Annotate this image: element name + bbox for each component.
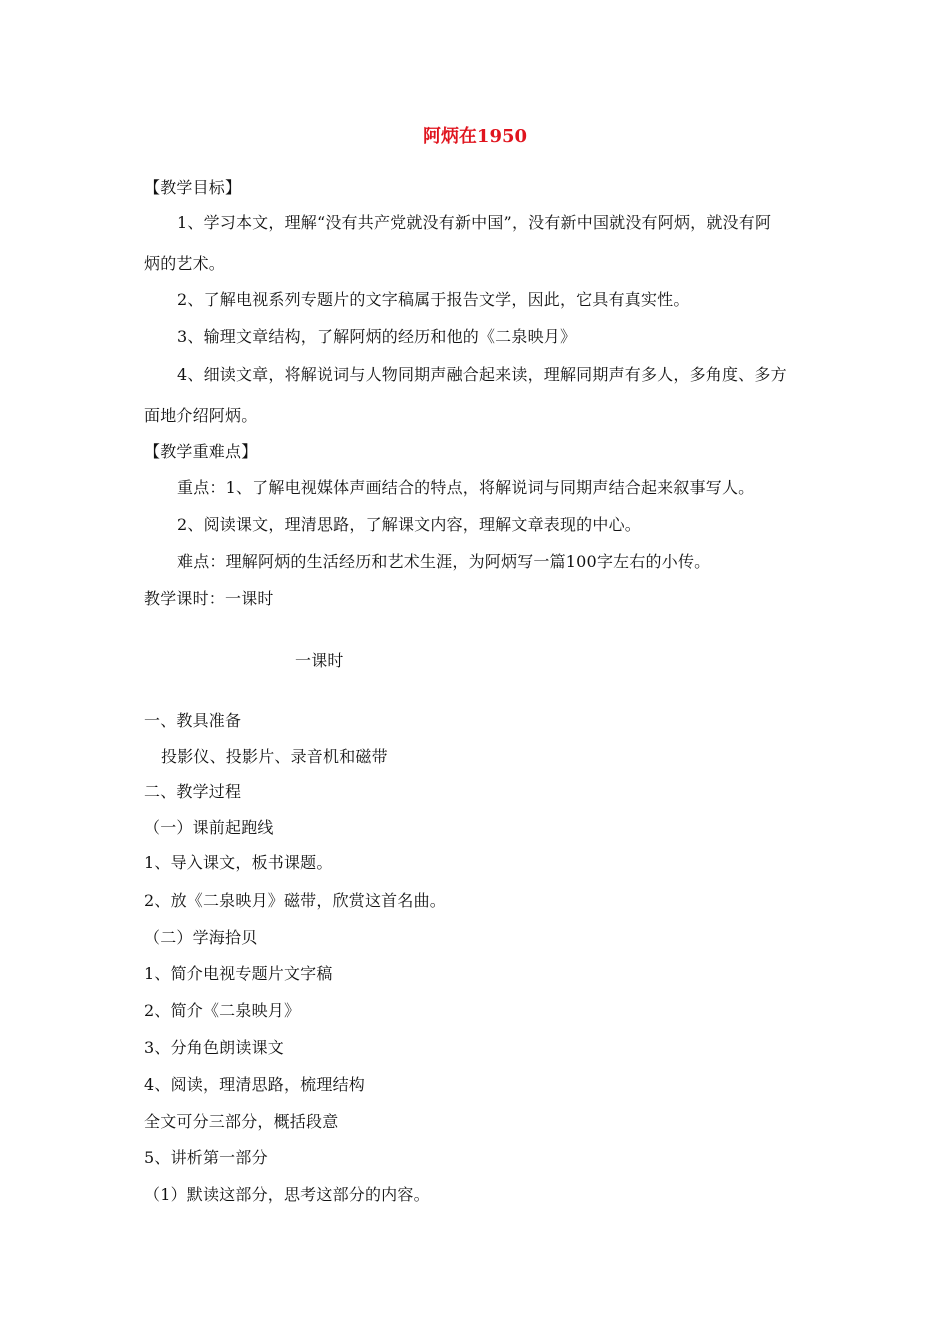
objective-item-1-line-2: 炳的艺术。 [144, 254, 226, 273]
part-2-item-4-note: 全文可分三部分，概括段意 [144, 1112, 339, 1131]
key-point-difficulty: 难点：理解阿炳的生活经历和艺术生涯，为阿炳写一篇100字左右的小传。 [177, 552, 711, 571]
part-2-item-5-sub-1: （1）默读这部分，思考这部分的内容。 [144, 1185, 430, 1204]
key-points-heading: 【教学重难点】 [144, 442, 258, 461]
part-2-heading: （二）学海拾贝 [144, 928, 258, 947]
objectives-heading: 【教学目标】 [144, 178, 242, 197]
section-2-heading: 二、教学过程 [144, 782, 242, 801]
section-1-content: 投影仪、投影片、录音机和磁带 [161, 747, 388, 766]
objective-item-4-line-1: 4、细读文章，将解说词与人物同期声融合起来读，理解同期声有多人，多角度、多方 [177, 365, 787, 384]
key-point-focus-2: 2、阅读课文，理清思路，了解课文内容，理解文章表现的中心。 [177, 515, 641, 534]
part-2-item-5: 5、讲析第一部分 [144, 1148, 268, 1167]
part-2-item-1: 1、简介电视专题片文字稿 [144, 964, 333, 983]
class-hours: 教学课时：一课时 [144, 589, 274, 608]
document-title: 阿炳在1950 [422, 126, 528, 147]
key-point-focus-1: 重点：1、了解电视媒体声画结合的特点，将解说词与同期声结合起来叙事写人。 [177, 478, 755, 497]
part-1-heading: （一）课前起跑线 [144, 818, 274, 837]
section-1-heading: 一、教具准备 [144, 711, 242, 730]
objective-item-1-line-1: 1、学习本文，理解“没有共产党就没有新中国”，没有新中国就没有阿炳，就没有阿 [177, 213, 772, 232]
part-2-item-4: 4、阅读，理清思路，梳理结构 [144, 1075, 365, 1094]
part-1-item-2: 2、放《二泉映月》磁带，欣赏这首名曲。 [144, 891, 446, 910]
part-1-item-1: 1、导入课文，板书课题。 [144, 853, 333, 872]
objective-item-3: 3、输理文章结构，了解阿炳的经历和他的《二泉映月》 [177, 327, 577, 346]
part-2-item-3: 3、分角色朗读课文 [144, 1038, 284, 1057]
objective-item-2: 2、了解电视系列专题片的文字稿属于报告文学，因此，它具有真实性。 [177, 290, 690, 309]
part-2-item-2: 2、简介《二泉映月》 [144, 1001, 301, 1020]
objective-item-4-line-2: 面地介绍阿炳。 [144, 406, 258, 425]
session-title: 一课时 [295, 651, 344, 670]
